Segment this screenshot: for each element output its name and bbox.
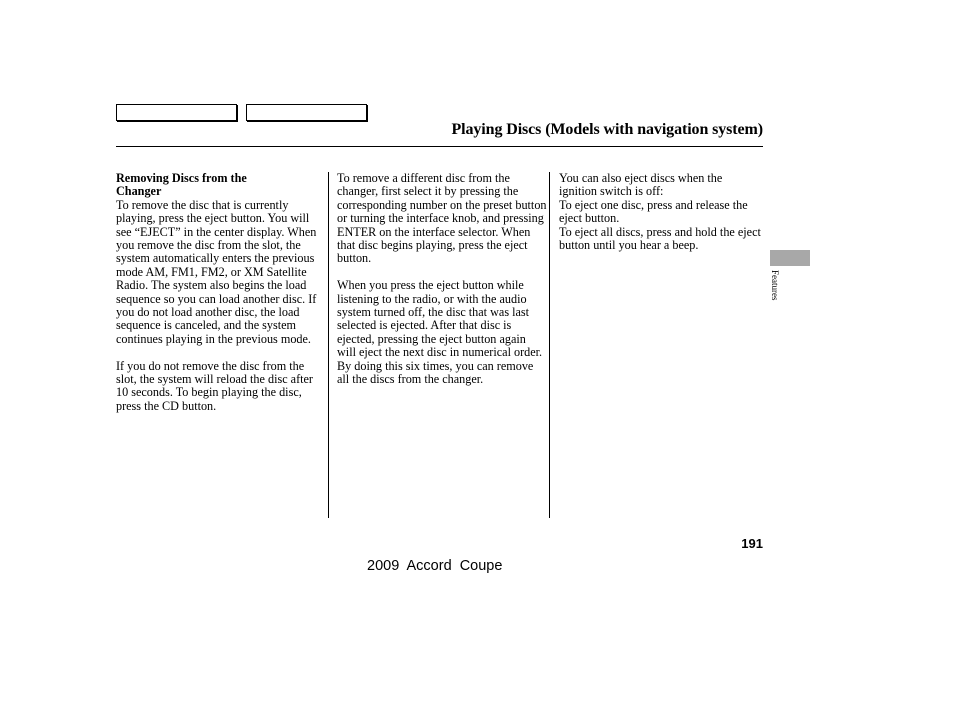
paragraph-remove-different-disc: To remove a different disc from the changer, first select it by pressing the corresponding number on the preset button or turning the interface knob, and pressing ENTER on the interface selector. When that disc begins playing, press the eject button. [337, 171, 547, 266]
paragraph-ignition-off: You can also eject discs when the ignition switch is off: [559, 171, 723, 199]
paragraph-eject-radio-mode: When you press the eject button while listening to the radio, or with the audio system turned off, the disc that was last selected is ejected. After that disc is ejected, pressing the eject button again will eject the next disc in numerical order. By doing this six times, you can remove all the discs from the changer. [337, 278, 543, 387]
paragraph-reload-disc: If you do not remove the disc from the slot, the system will reload the disc after 10 seconds. To begin playing the disc, press the CD button. [116, 358, 313, 413]
title-rule [116, 146, 763, 147]
nav-tab-box-left [116, 104, 237, 121]
section-side-tab [770, 250, 810, 266]
nav-tab-box-right [246, 104, 367, 121]
paragraph-eject-one: To eject one disc, press and release the eject button. [559, 197, 748, 226]
column-divider-2 [549, 172, 550, 518]
column-divider-1 [328, 172, 329, 518]
column-2 [337, 172, 547, 386]
section-heading-line-1: Removing Discs from the [116, 171, 247, 185]
column-1 [116, 172, 326, 413]
section-heading [116, 172, 326, 199]
paragraph-eject-all: To eject all discs, press and hold the eject button until you hear a beep. [559, 224, 761, 253]
page-number: 191 [741, 536, 763, 551]
footer-model-label: 2009 Accord Coupe [367, 558, 503, 574]
section-side-label: Features [770, 270, 780, 301]
section-heading-line-2: Changer [116, 184, 162, 199]
column-3 [559, 172, 763, 252]
paragraph-remove-current-disc: To remove the disc that is currently playing, press the eject button. You will see “EJECT” in the center display. When you remove the disc from the slot, the system automatically enters the previous mode AM, FM1, FM2, or XM Satellite Radio. The system also begins the load sequence so you can load another disc. If you do not load another disc, the load sequence is canceled, and the system continues playing in the previous mode. [116, 197, 317, 346]
page-title: Playing Discs (Models with navigation system) [451, 121, 763, 138]
